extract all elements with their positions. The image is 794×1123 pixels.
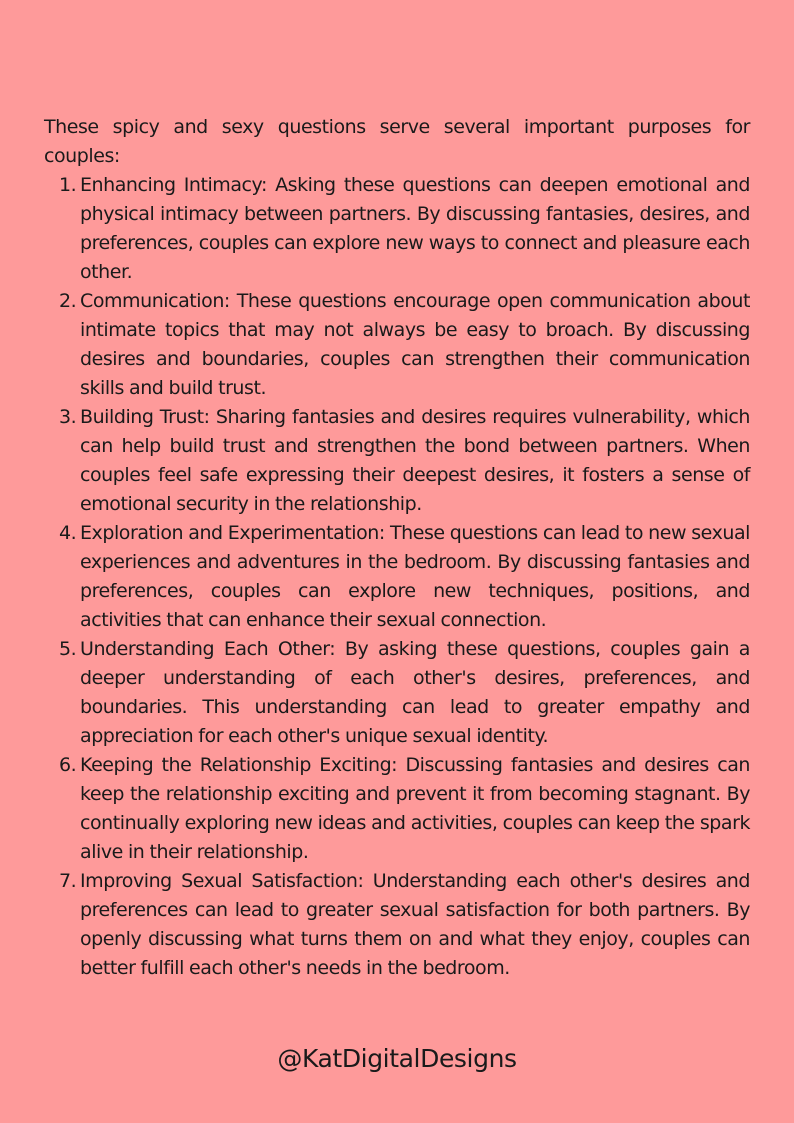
list-item-number: 4. (59, 522, 77, 544)
intro-paragraph: These spicy and sexy questions serve several important purposes for couples: (44, 116, 750, 167)
list-item-text: Understanding Each Other: By asking these questions, couples gain a deeper understanding of each other's desires, preferences, and boundaries. This understanding can lead to greater empathy and appreciation for each other's unique sexual identity. (80, 638, 750, 747)
list-item (44, 751, 750, 867)
purposes-list (44, 171, 750, 983)
list-item (44, 171, 750, 287)
list-item (44, 287, 750, 403)
list-item-text: Improving Sexual Satisfaction: Understanding each other's desires and preferences can lead to greater sexual satisfaction for both partners. By openly discussing what turns them on and what they enjoy, couples can better fulfill each other's needs in the bedroom. (80, 870, 750, 979)
list-item (44, 519, 750, 635)
list-item (44, 403, 750, 519)
footer-handle: @KatDigitalDesigns (277, 1044, 517, 1073)
list-item-text: Enhancing Intimacy: Asking these questions can deepen emotional and physical intimacy between partners. By discussing fantasies, desires, and preferences, couples can explore new ways to connect and pleasure each other. (80, 174, 750, 283)
document-body (44, 113, 750, 983)
list-item-number: 3. (59, 406, 77, 428)
list-item-text: Communication: These questions encourage open communication about intimate topics that may not always be easy to broach. By discussing desires and boundaries, couples can strengthen their communication skills and build trust. (80, 290, 750, 399)
list-item-number: 6. (59, 754, 77, 776)
list-item-text: Exploration and Experimentation: These questions can lead to new sexual experiences and adventures in the bedroom. By discussing fantasies and preferences, couples can explore new techniques, positions, and activities that can enhance their sexual connection. (80, 522, 750, 631)
list-item-text: Keeping the Relationship Exciting: Discussing fantasies and desires can keep the relationship exciting and prevent it from becoming stagnant. By continually exploring new ideas and activities, couples can keep the spark alive in their relationship. (80, 754, 750, 863)
list-item-number: 5. (59, 638, 77, 660)
list-item-number: 1. (59, 174, 77, 196)
list-item (44, 635, 750, 751)
list-item-text: Building Trust: Sharing fantasies and desires requires vulnerability, which can help build trust and strengthen the bond between partners. When couples feel safe expressing their deepest desires, it fosters a sense of emotional security in the relationship. (80, 406, 750, 515)
list-item-number: 7. (59, 870, 77, 892)
list-item (44, 867, 750, 983)
list-item-number: 2. (59, 290, 77, 312)
